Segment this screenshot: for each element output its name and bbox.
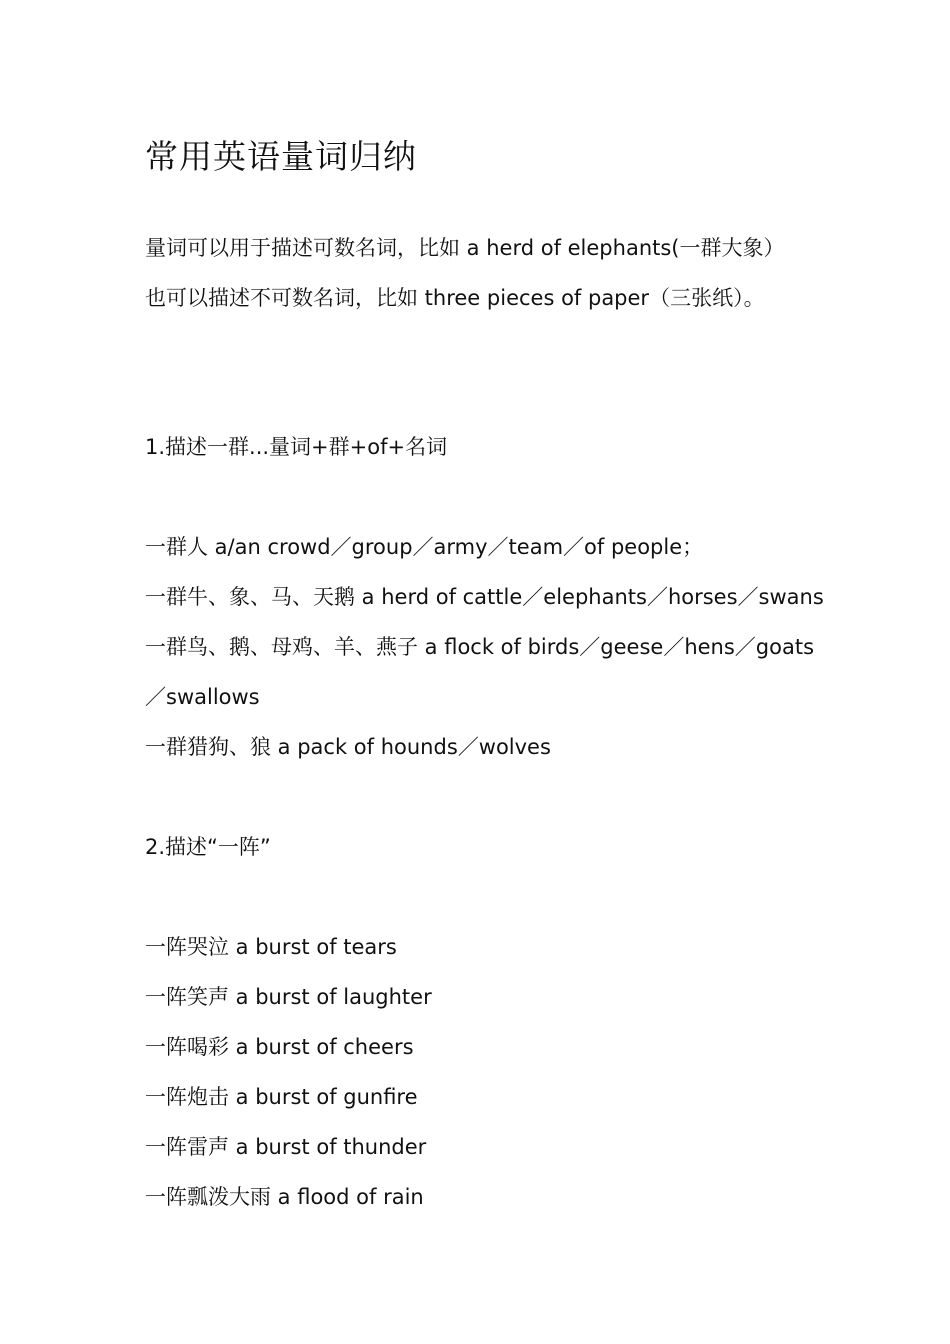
section-heading: 2.描述“一阵” xyxy=(145,835,271,859)
spacer xyxy=(145,772,825,822)
list-item: ／swallows xyxy=(145,685,260,709)
spacer xyxy=(145,323,825,422)
list-item: 一阵炮击 a burst of gunfire xyxy=(145,1085,418,1109)
page-title: 常用英语量词归纳 xyxy=(145,137,417,176)
document-body xyxy=(145,128,825,1222)
spacer xyxy=(145,472,825,522)
list-item: 一阵笑声 a burst of laughter xyxy=(145,985,432,1009)
list-item: 一群人 a/an crowd／group／army／team／of people； xyxy=(145,535,704,559)
spacer xyxy=(145,186,825,223)
intro-line: 量词可以用于描述可数名词，比如 a herd of elephants(一群大象） xyxy=(145,236,785,260)
section-heading: 1.描述一群...量词+群+of+名词 xyxy=(145,435,448,459)
intro-line: 也可以描述不可数名词，比如 three pieces of paper（三张纸）。 xyxy=(145,286,765,310)
list-item: 一群牛、象、马、天鹅 a herd of cattle／elephants／horses／swans xyxy=(145,585,824,609)
list-item: 一阵哭泣 a burst of tears xyxy=(145,935,397,959)
list-item: 一阵瓢泼大雨 a flood of rain xyxy=(145,1185,424,1209)
list-item: 一群猎狗、狼 a pack of hounds／wolves xyxy=(145,735,551,759)
list-item: 一群鸟、鹅、母鸡、羊、燕子 a flock of birds／geese／hens／goats xyxy=(145,635,815,659)
spacer xyxy=(145,872,825,922)
list-item: 一阵喝彩 a burst of cheers xyxy=(145,1035,414,1059)
list-item: 一阵雷声 a burst of thunder xyxy=(145,1135,427,1159)
